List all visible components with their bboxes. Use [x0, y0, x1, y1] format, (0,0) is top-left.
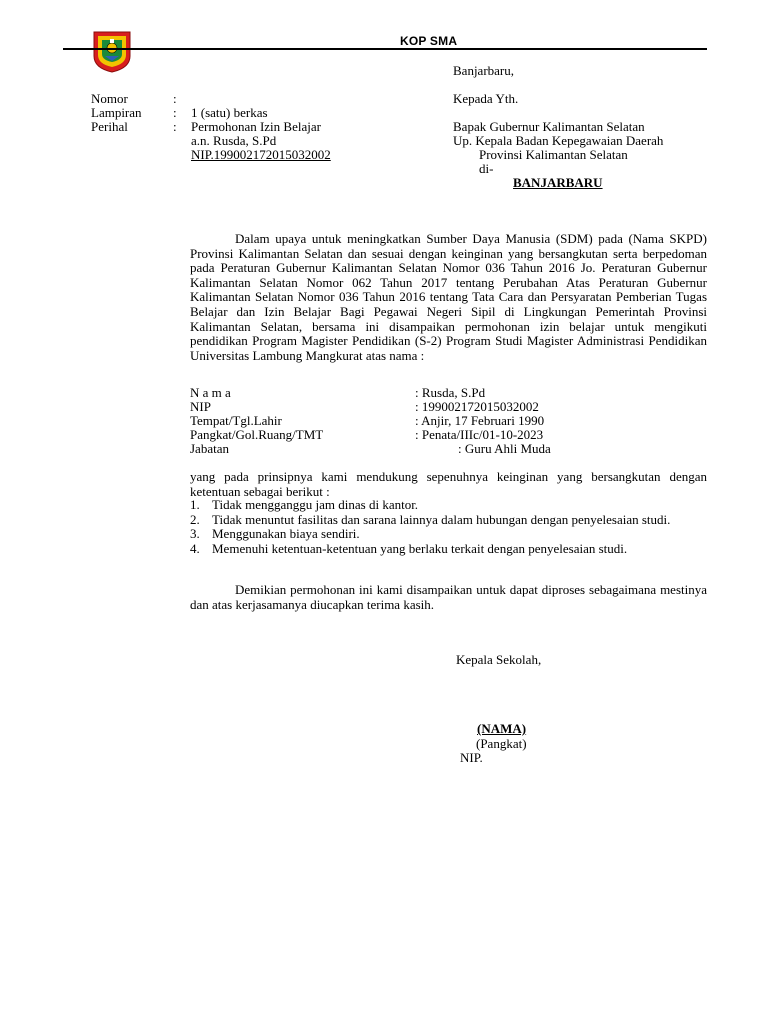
- list-item: [190, 513, 707, 528]
- list-item-text: Tidak mengganggu jam dinas di kantor.: [212, 497, 419, 512]
- identity-label: Jabatan: [190, 441, 229, 456]
- meta-nomor-label: Nomor: [91, 91, 128, 106]
- signature-name: (NAMA): [477, 721, 527, 736]
- recipient-greeting: Kepada Yth.: [453, 91, 519, 106]
- meta-lampiran-value: 1 (satu) berkas: [191, 105, 268, 120]
- identity-row-name: [190, 386, 710, 400]
- identity-row-birth: [190, 414, 710, 428]
- identity-row-nip: [190, 400, 710, 414]
- signature-nip: NIP.: [460, 750, 483, 765]
- intro-text: Dalam upaya untuk meningkatkan Sumber Daya Manusia (SDM) pada (Nama SKPD) Provinsi Kalimantan Selatan dan sesuai dengan keinginan yang bersangkutan serta berpedoman pada Peraturan Gubernur Kalimantan Selatan Nomor 036 Tahun 2016 Jo. Peraturan Gubernur Kalimantan Selatan Nomor 062 Tahun 2017 tentang Perubahan Atas Peraturan Gubernur Kalimantan Selatan Nomor 036 Tahun 2016 tentang Tata Cara dan Persyaratan Pemberian Tugas Belajar dan Izin Belajar Bagi Pegawai Negeri Sipil di Lingkungan Pemerintah Provinsi Kalimantan Selatan, bersama ini disampaikan permohonan izin belajar untuk mengikuti pendidikan Program Magister Pendidikan (S-2) Program Studi Magister Administrasi Pendidikan Universitas Lambung Mangkurat atas nama :: [190, 231, 707, 363]
- perihal-on-behalf: a.n. Rusda, S.Pd: [191, 133, 277, 148]
- identity-value: : 199002172015032002: [415, 399, 539, 414]
- support-paragraph: [190, 470, 707, 499]
- signature-title: Kepala Sekolah,: [456, 652, 542, 667]
- identity-label: N a m a: [190, 385, 231, 400]
- support-text: yang pada prinsipnya kami mendukung sepenuhnya keinginan yang bersangkutan dengan ketentuan sebagai berikut :: [190, 469, 707, 499]
- conditions-list: [190, 498, 707, 556]
- identity-value: : Penata/IIIc/01-10-2023: [415, 427, 544, 442]
- list-item-number: 2.: [190, 511, 200, 527]
- meta-nomor-colon: :: [173, 91, 177, 106]
- identity-value: : Guru Ahli Muda: [458, 441, 551, 456]
- list-item: [190, 542, 707, 557]
- meta-lampiran-colon: :: [173, 105, 177, 120]
- identity-row-position: [190, 442, 710, 456]
- letterhead-divider: [63, 48, 707, 50]
- recipient-line-3: Provinsi Kalimantan Selatan: [479, 147, 628, 162]
- perihal-nip: NIP.199002172015032002: [191, 147, 331, 162]
- identity-row-rank: [190, 428, 710, 442]
- identity-value: : Rusda, S.Pd: [415, 385, 486, 400]
- identity-label: NIP: [190, 399, 211, 414]
- list-item-number: 3.: [190, 526, 200, 542]
- meta-perihal-colon: :: [173, 119, 177, 134]
- intro-paragraph: [190, 232, 707, 363]
- recipient-line-2: Up. Kepala Badan Kepegawaian Daerah: [453, 133, 664, 148]
- list-item-text: Tidak menuntut fasilitas dan sarana lainnya dalam hubungan dengan penyelesaian studi.: [212, 511, 671, 527]
- identity-value: : Anjir, 17 Februari 1990: [415, 413, 545, 428]
- signature-rank: (Pangkat): [476, 736, 527, 751]
- letterhead-title: KOP SMA: [400, 34, 458, 48]
- list-item-text: Menggunakan biaya sendiri.: [212, 526, 360, 542]
- meta-perihal-value: Permohonan Izin Belajar: [191, 119, 321, 134]
- province-emblem-logo: [92, 30, 132, 74]
- closing-text: Demikian permohonan ini kami disampaikan untuk dapat diproses sebagaimana mestinya dan atas kerjasamanya diucapkan terima kasih.: [190, 582, 707, 612]
- identity-label: Pangkat/Gol.Ruang/TMT: [190, 427, 324, 442]
- recipient-line-4: di-: [479, 161, 494, 176]
- identity-label: Tempat/Tgl.Lahir: [190, 413, 282, 428]
- recipient-city: BANJARBARU: [513, 175, 603, 190]
- closing-paragraph: [190, 583, 707, 612]
- meta-perihal-label: Perihal: [91, 119, 128, 134]
- recipient-line-1: Bapak Gubernur Kalimantan Selatan: [453, 119, 645, 134]
- list-item: [190, 498, 707, 513]
- meta-lampiran-label: Lampiran: [91, 105, 142, 120]
- place-date: Banjarbaru,: [453, 63, 515, 78]
- list-item-number: 4.: [190, 540, 200, 556]
- list-item-text: Memenuhi ketentuan-ketentuan yang berlaku terkait dengan penyelesaian studi.: [212, 540, 628, 556]
- list-item-number: 1.: [190, 497, 200, 512]
- list-item: [190, 527, 707, 542]
